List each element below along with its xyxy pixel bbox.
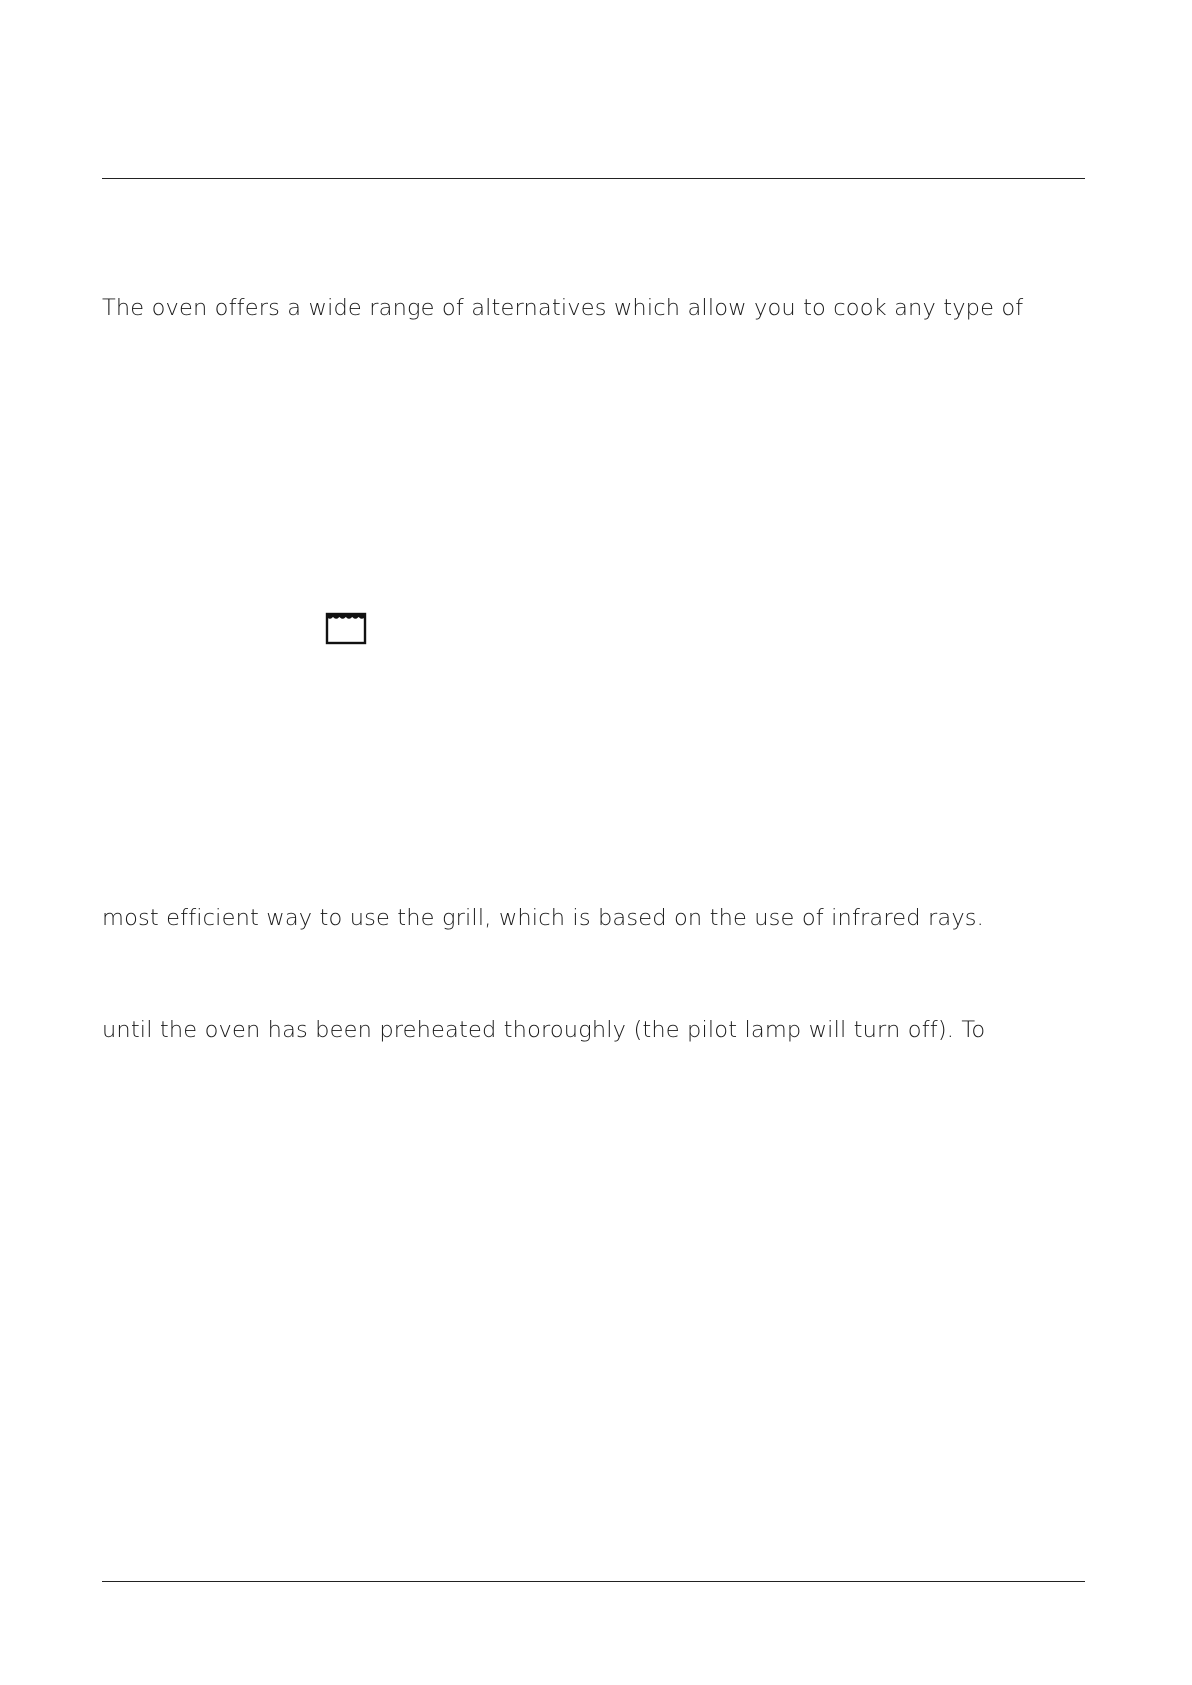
- footer-divider: [102, 1581, 1085, 1582]
- header-divider: [102, 178, 1085, 179]
- oven-top-heating-icon: [325, 611, 367, 645]
- text-line-preheat: until the oven has been preheated thoroughly (the pilot lamp will turn off). To: [102, 1017, 986, 1043]
- text-line-oven-alternatives: The oven offers a wide range of alternatives which allow you to cook any type of: [102, 295, 1024, 321]
- text-line-grill-efficiency: most efficient way to use the grill, which is based on the use of infrared rays.: [102, 905, 984, 931]
